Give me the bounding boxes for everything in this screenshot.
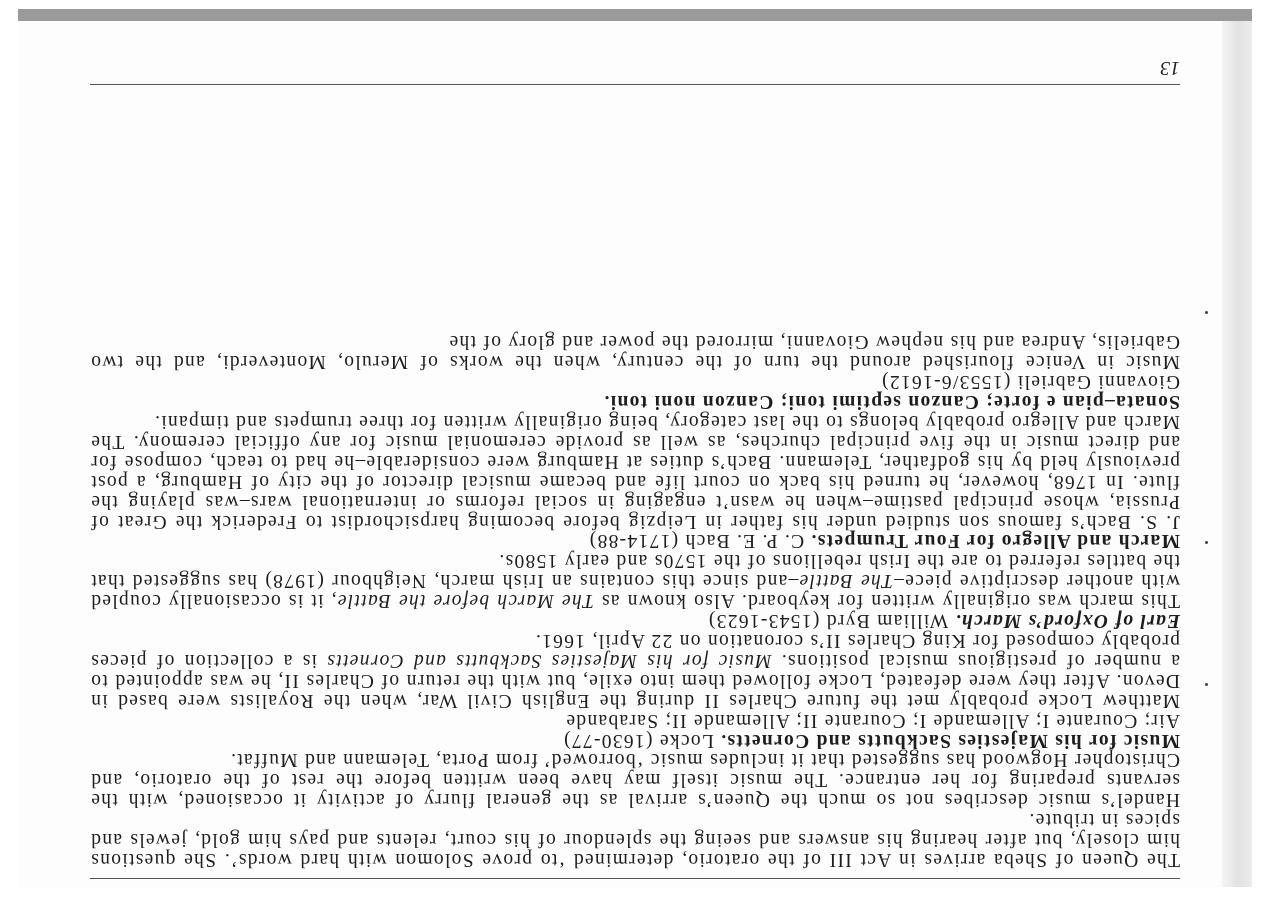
locke-title: Music for his Majesties Sackbutts and Cornetts. [720, 729, 1180, 751]
locke-text-a: Matthew Locke probably met the future Charles II during the English Civil War, when the Royalists were based in Devon. After they were defeated, Locke followed them into exile, but with the return of Charles II, he was appointed to a number of prestigious musical positions. [90, 649, 1180, 711]
bach-composer: C. P. E. Bach (1714-88) [588, 530, 805, 552]
bottom-rule [90, 84, 1180, 85]
margin-mark [1205, 683, 1208, 686]
locke-text-italic: Music for his Majesties Sackbutts and Cornetts [326, 649, 772, 671]
byrd-heading [90, 610, 1180, 630]
locke-paragraph [90, 630, 1180, 710]
sheba-paragraph-1: The Queen of Sheba arrives in Act III of the oratorio, determined ‘to prove Solomon with hard words’. She questions him closely, but after hearing his answers and seeing the splendour of his court, relents and pays him gold, jewels and spices in tribute. [90, 809, 1180, 870]
byrd-text-b: , it is occasionally coupled with another descriptive piece– [90, 570, 1180, 612]
top-rule [90, 878, 1180, 879]
byrd-text-italic-1: The March before the Battle [336, 590, 594, 612]
sheba-paragraph-2: Handel’s music describes not so much the Queen’s arrival as the general flurry of activity it occasioned, with the servants preparing for her entrance. The music itself may have been written before the rest of the oratorio, and Christopher Hogwood has suggested that it includes music ‘borrowed’ from Porta, Telemann and Muffat. [90, 749, 1180, 811]
gabrieli-composer: Giovanni Gabrieli (1553/6-1612) [880, 371, 1180, 393]
byrd-text-italic-2: The Battle [798, 570, 893, 592]
bach-title: March and Allegro for Four Trumpets. [810, 530, 1180, 552]
locke-text-b: is a collection of pieces probably composed for King Charles II’s coronation on 22 April, 1661. [90, 630, 1180, 671]
byrd-composer: William Byrd (1543-1623) [707, 610, 949, 632]
book-gutter-shadow [1222, 21, 1252, 887]
rotated-book-page [56, 57, 1180, 879]
page-number: 13 [1160, 57, 1180, 79]
bach-paragraph: J. S. Bach’s famous son studied under his father in Leipzig before becoming harpsichordist to Frederick the Great of Prussia, whose principal pastime–when he wasn’t engaging in social reforms or international wars–was playing the flute. In 1768, however, he turned his back on court life and became musical director of the city of Hamburg, a post previously held by his godfather, Telemann. Bach’s duties at Hamburg were considerable–he had to teach, compose for and direct music in the five principal churches, as well as provide ceremonial music for any official ceremony. The March and Allegro probably belongs to the last category, being originally written for three trumpets and timpani. [90, 411, 1180, 532]
margin-mark [1205, 311, 1208, 314]
byrd-text-c: –and since this contains an Irish march, Neighbour (1978) has suggested that the battles referred to are the Irish rebellions of the 1570s and early 1580s. [90, 550, 1180, 592]
gabrieli-heading: Sonata–pian e forte; Canzon septimi toni; Canzon noni toni. [603, 391, 1180, 413]
page-text [90, 332, 1180, 869]
locke-movements: Air; Courante I; Allemande I; Courante II; Allemande II; Sarabande [565, 709, 1180, 731]
bach-heading [90, 531, 1180, 551]
byrd-text-a: This march was originally written for keyboard. Also known as [593, 590, 1180, 612]
margin-mark [1205, 541, 1208, 544]
byrd-paragraph [90, 551, 1180, 611]
locke-heading [90, 730, 1180, 750]
gabrieli-paragraph: Music in Venice flourished around the turn of the century, when the works of Merulo, Monteverdi, and the two Gabrielis, Andrea and his nephew Giovanni, mirrored the power and glory of the [90, 331, 1180, 373]
byrd-title: Earl of Oxford’s March. [954, 610, 1180, 632]
locke-composer: Locke (1630-77) [562, 729, 714, 751]
scanned-page [18, 9, 1252, 887]
